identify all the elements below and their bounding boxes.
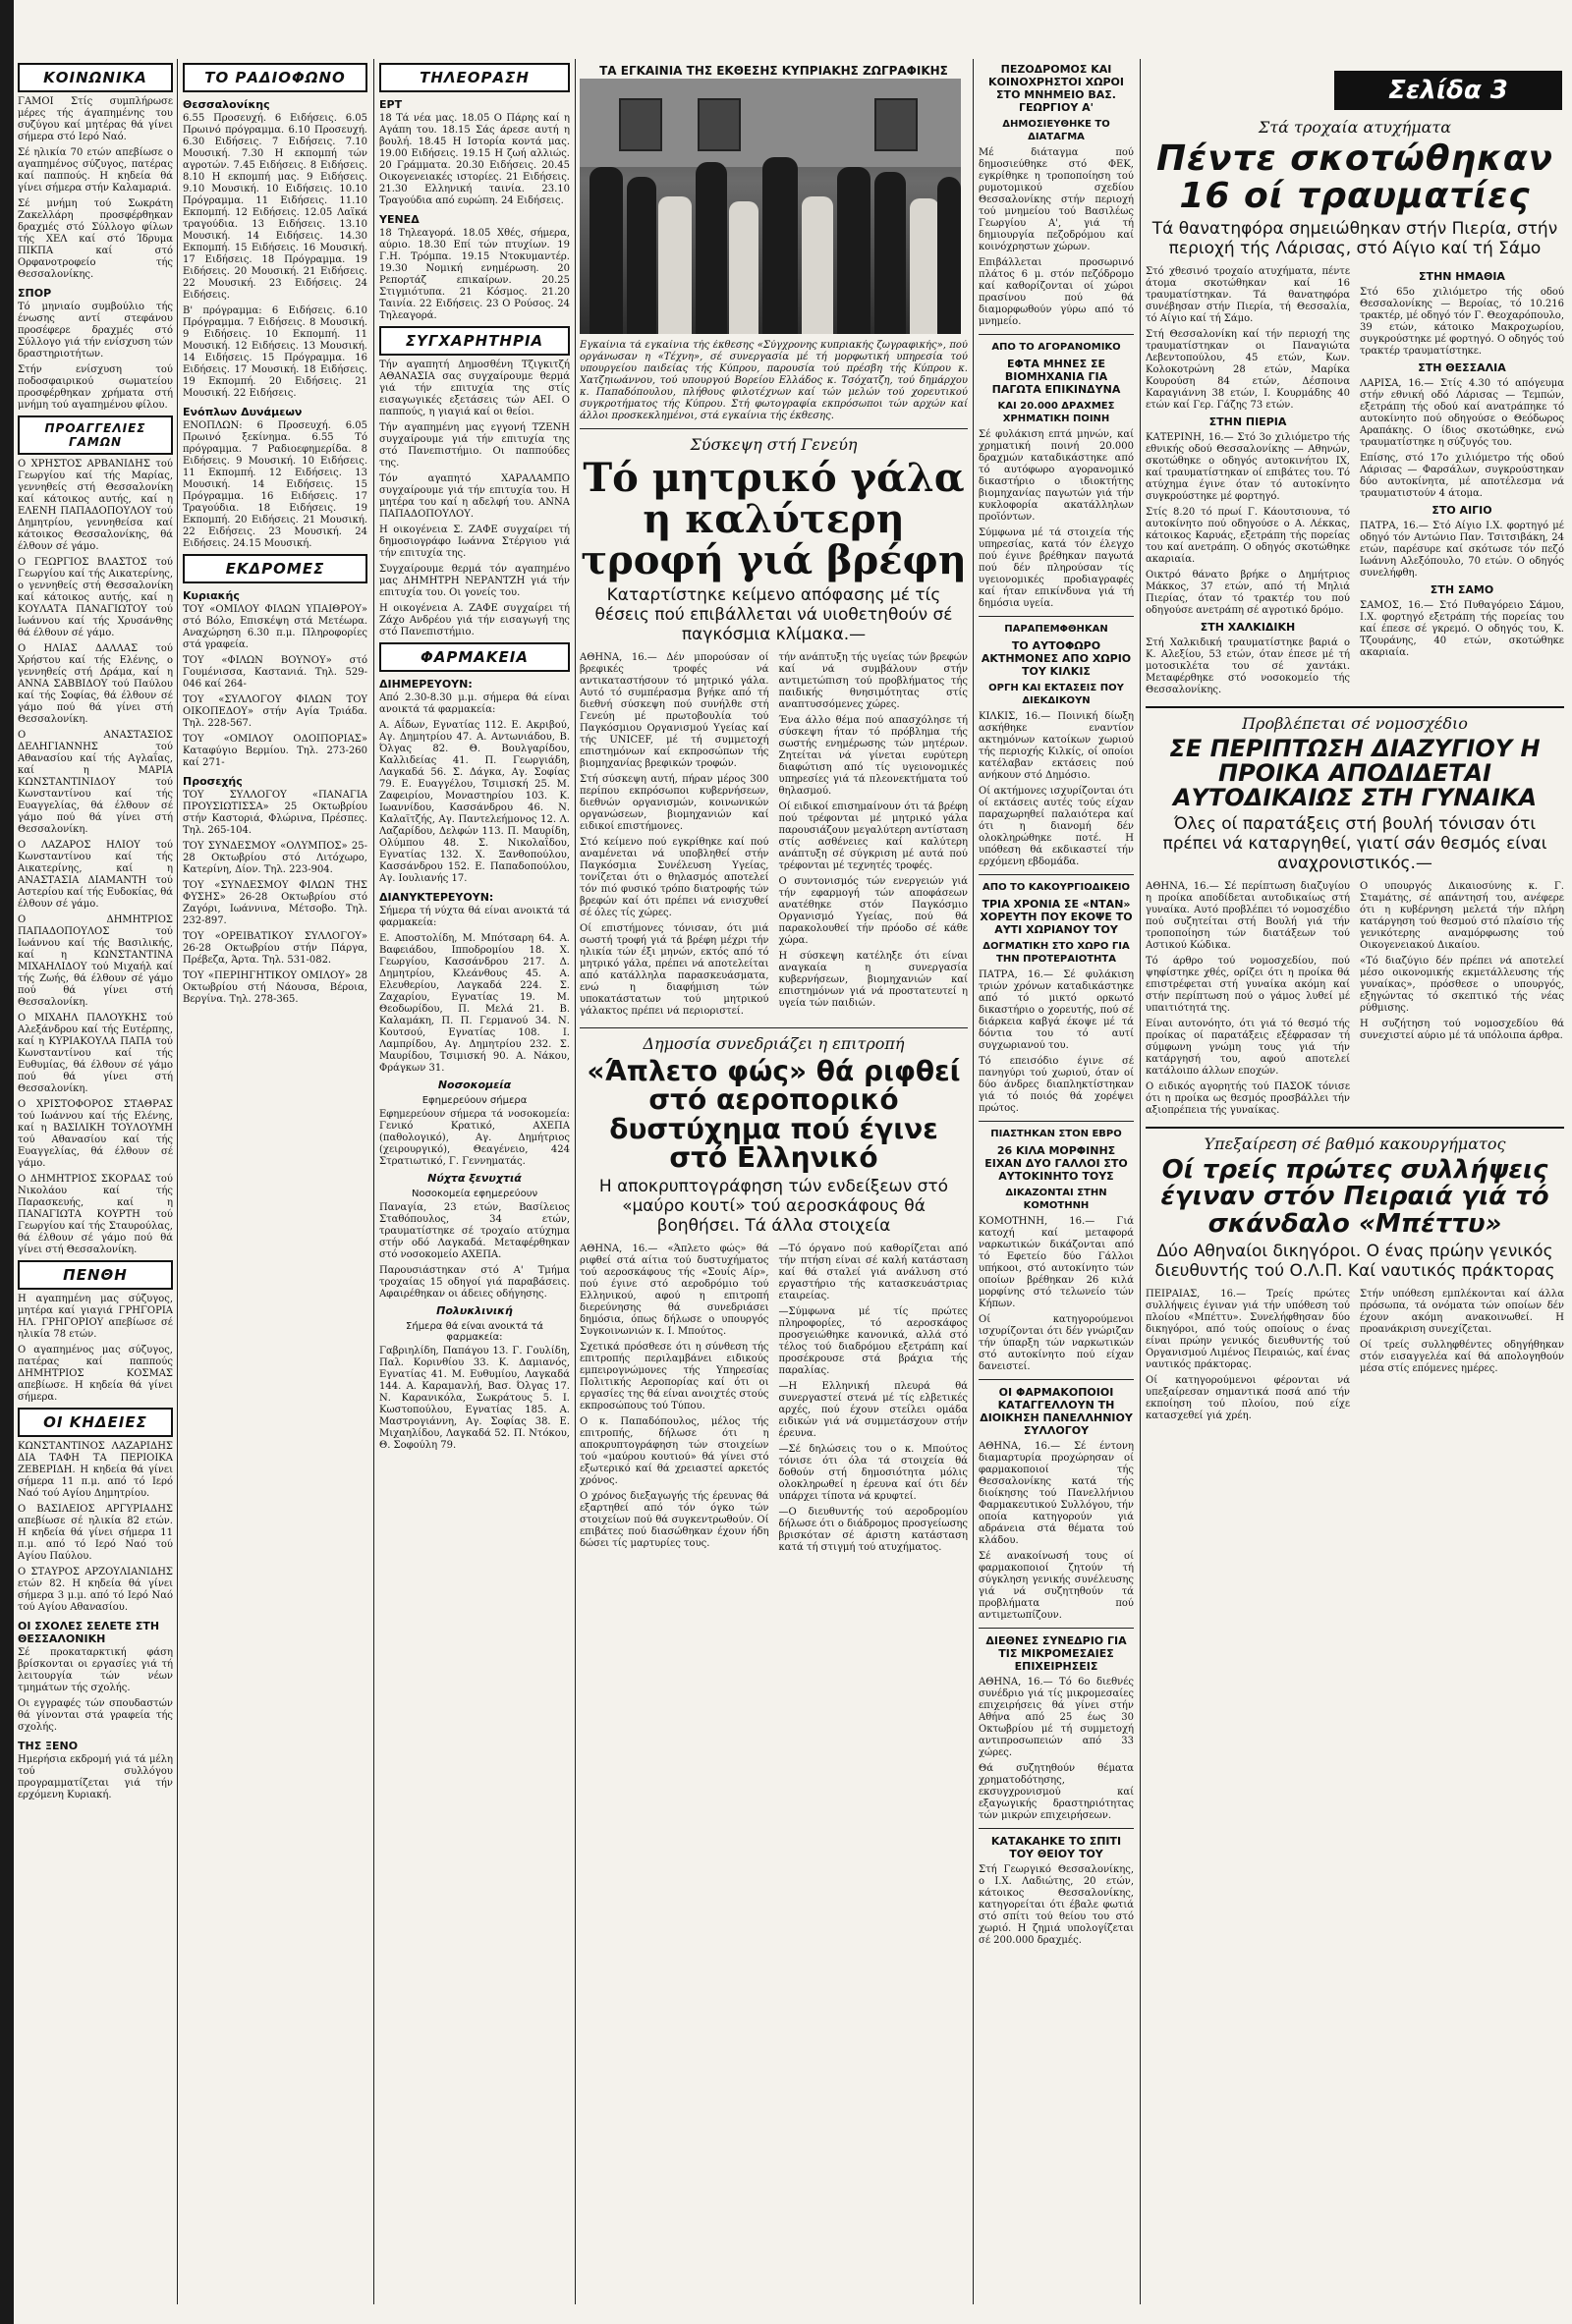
- paragraph: Οί ειδικοί επισημαίνουν ότι τά βρέφη πού τρέφονται μέ μητρικό γάλα παρουσιάζουν μεγαλύτερη αντίσταση στίς ασθένειες καί καλύτερη ανάπτυξη σέ σύγκριση μέ αυτά πού τρέφονται μέ τεχνητές τροφές.: [778, 802, 968, 871]
- paragraph: Από 2.30-8.30 μ.μ. σήμερα θά είναι ανοικτά τά φαρμακεία:: [379, 692, 570, 715]
- paragraph: Τό μηνιαίο συμβούλιο τής ένωσης αντί στεφάνου προσέφερε δραχμές στό Σύλλογο γιά τήν ενίσχυση τών δραστηριοτήτων.: [18, 302, 173, 360]
- article-headline-accidents: Πέντε σκοτώθηκαν 16 οί τραυματίες: [1155, 138, 1554, 216]
- subheading: ΟΡΓΗ ΚΑΙ ΕΚΤΑΣΕΙΣ ΠΟΥ ΔΙΕΚΔΙΚΟΥΝ: [988, 683, 1124, 706]
- paragraph: Οί ακτήμονες ισχυρίζονται ότι οί εκτάσεις αυτές τούς είχαν παραχωρηθεί παλαιότερα καί ότι η διανομή δέν ολοκληρώθηκε ποτέ. Η υπόθεση θά εκδικαστεί τήν ερχόμενη εβδομάδα.: [979, 786, 1134, 867]
- column-right: [1146, 114, 1564, 2314]
- page-number-label: Σελίδα 3: [1334, 71, 1562, 110]
- column-rule: [973, 59, 974, 2304]
- paragraph: Μέ διάταγμα πού δημοσιεύθηκε στό ΦΕΚ, εγκρίθηκε η τροποποίηση τού ρυμοτομικού σχεδίου Θεσσαλονίκης στήν περιοχή τού μνημείου τού Βασιλέως Γεωργίου Α', γιά τή δημιουργία πεζοδρόμου καί κοινόχρηστων χώρων.: [979, 147, 1134, 252]
- paragraph: 6.55 Προσευχή. 6 Ειδήσεις. 6.05 Πρωινό πρόγραμμα. 6.10 Προσευχή. 6.30 Ειδήσεις. 7 Ειδήσεις. 7.10 Μουσική. 7.30 Η εκπομπή τών αγροτών. 7.45 Ειδήσεις. 8 Ειδήσεις. 8.10 Η εκπομπή μας. 9 Ειδήσεις. 9.10 Μουσική. 10 Ειδήσεις. 10.10 Πρόγραμμα. 11 Ειδήσεις. 11.10 Εκπομπή. 12 Ειδήσεις. 12.05 Λαϊκά τραγούδια. 13 Ειδήσεις. 13.10 Μουσική. 14 Ειδήσεις. 14.30 Εκπομπή. 15 Ειδήσεις. 16 Μουσική. 17 Ειδήσεις. 18 Πρόγραμμα. 19 Ειδήσεις. 20 Μουσική. 21 Ειδήσεις. 22 Μουσική. 23 Ειδήσεις. 24 Ειδήσεις.: [183, 113, 367, 301]
- paragraph: Η συζήτηση τού νομοσχεδίου θά συνεχιστεί αύριο μέ τά υπόλοιπα άρθρα.: [1360, 1019, 1564, 1042]
- article-deck: Όλες οί παρατάξεις στή βουλή τόνισαν ότι πρέπει νά καταργηθεί, γιατί σάν θεσμός είναι αναχρονιστικός.—: [1162, 814, 1547, 874]
- paragraph: Γαβριηλίδη, Παπάγου 13. Γ. Γουλίδη, Παλ. Κορινθίου 33. Κ. Δαμιανός, Εγνατίας 41. Μ. Ευθυμίου, Λαγκαδά 144. Α. Καραμανλή, Βασ. Όλγας 17. Ν. Καρανικόλα, Σωκράτους 5. Ι. Κωστοπούλου, Εγνατίας 185. Α. Μαστρογιάννη, Αγ. Σοφίας 38. Ε. Μιχαηλίδου, Λαγκαδά 52. Π. Ντόκου, Θ. Σοφούλη 79.: [379, 1346, 570, 1451]
- paragraph: ΤΟΥ «ΣΥΝΔΕΣΜΟΥ ΦΙΛΩΝ ΤΗΣ ΦΥΣΗΣ» 26-28 Οκτωβρίου στό Ζαγόρι, Ιωάννινα, Μέτσοβο. Τηλ. 232-897.: [183, 880, 367, 926]
- paragraph: Οί κατηγορούμενοι φέρονται νά υπεξαίρεσαν σημαντικά ποσά από τήν εκποίηση τού πλοίου, πού είχε κατασχεθεί γιά χρέη.: [1146, 1375, 1350, 1422]
- subheading: Νύχτα ξενυχτιά: [427, 1172, 522, 1185]
- article-deck: Η αποκρυπτογράφηση τών ενδείξεων στό «μαύρο κουτί» τού αεροσκάφους θά βοηθήσει. Τά άλλα στοιχεία: [598, 1176, 949, 1236]
- subheading: Κυριακής: [183, 589, 240, 602]
- paragraph: Τόν αγαπητό ΧΑΡΑΛΑΜΠΟ συγχαίρουμε γιά τήν επιτυχία του. Η μητέρα του καί η αδελφή του. ΑΝΝΑ ΠΑΠΑΔΟΠΟΥΛΟΥ.: [379, 473, 570, 520]
- photo-headline: ΤΑ ΕΓΚΑΙΝΙΑ ΤΗΣ ΕΚΘΕΣΗΣ ΚΥΠΡΙΑΚΗΣ ΖΩΓΡΑΦΙΚΗΣ: [599, 64, 948, 78]
- paragraph: Ο ΔΗΜΗΤΡΙΟΣ ΠΑΠΑΔΟΠΟΥΛΟΣ τού Ιωάννου καί τής Βασιλικής, καί η ΚΩΝΣΤΑΝΤΙΝΑ ΜΙΧΑΗΛΙΔΟΥ τού Μιχαήλ καί τής Ζωής, θά έλθουν σέ γάμο πού θά γίνει στή Θεσσαλονίκη.: [18, 914, 173, 1008]
- paragraph: Τήν αγαπητή Δημοσθένη Τζιγκιτζή ΑΘΑΝΑΣΙΑ σας συγχαίρουμε θερμά γιά τήν επιτυχία της στίς εισαγωγικές εξετάσεις τών ΑΕΙ. Ο παππούς, η γιαγιά καί οι θείοι.: [379, 360, 570, 417]
- paragraph: —Η Ελληνική πλευρά θά συνεργαστεί στενά μέ τίς ελβετικές αρχές, πού έχουν στείλει ομάδα ειδικών γιά νά συμμετάσχουν στήν έρευνα.: [778, 1380, 968, 1439]
- paragraph: Οι εγγραφές τών σπουδαστών θά γίνονται στά γραφεία τής σχολής.: [18, 1698, 173, 1733]
- paragraph: 18 Τηλεαγορά. 18.05 Χθές, σήμερα, αύριο. 18.30 Επί τών πτυχίων. 19 Γ.Η. Τρόμπα. 19.15 Ντοκυμαντέρ. 19.30 Νομική ενημέρωση. 20 Ρεπορτάζ επικαίρων. 20.25 Στιγμιότυπα. 21 Κόσμος. 21.20 Ταινία. 22 Ειδήσεις. 23 Ο Ρούσος. 24 Τηλεαγορά.: [379, 228, 570, 321]
- subheading: ΕΦΤΑ ΜΗΝΕΣ ΣΕ ΒΙΟΜΗΧΑΝΙΑ ΓΙΑ ΠΑΓΩΤΑ ΕΠΙΚΙΝΔΥΝΑ: [991, 358, 1121, 396]
- section-heading-mourning: ΠΕΝΘΗ: [18, 1260, 173, 1290]
- paragraph: Οί τρείς συλληφθέντες οδηγήθηκαν στόν εισαγγελέα καί θά απολογηθούν μέσα στίς επόμενες ημέρες.: [1360, 1340, 1564, 1375]
- paragraph: Η σύσκεψη κατέληξε ότι είναι αναγκαία η συνεργασία κυβερνήσεων, βιομηχανιών καί επιστημόνων γιά νά προστατευτεί η υγεία τών παιδιών.: [778, 951, 968, 1009]
- paragraph: ΑΘΗΝΑ, 16.— Σέ περίπτωση διαζυγίου η προίκα αποδίδεται αυτοδικαίως στή γυναίκα. Αυτό προβλέπει τό νομοσχέδιο πού συζητείται στή Βουλή γιά τήν τροποποίηση τών διατάξεων τού Αστικού Κώδικα.: [1146, 881, 1350, 952]
- column-rule: [177, 59, 178, 2304]
- paragraph: —Τό όργανο πού καθορίζεται από τήν πτήση είναι σέ καλή κατάσταση καί θά σταλεί γιά ανάλυση στό εργαστήριο τής κατασκευάστριας εταιρείας.: [778, 1243, 968, 1301]
- paragraph: ΑΘΗΝΑ, 16.— Σέ έντονη διαμαρτυρία προχώρησαν οί φαρμακοποιοί τής Θεσσαλονίκης κατά τής διοίκησης τού Πανελλήνιου Φαρμακευτικού Συλλόγου, τήν οποία κατηγορούν γιά αδράνεια στά θέματα τού κλάδου.: [979, 1441, 1134, 1546]
- subheading: ΟΙ ΦΑΡΜΑΚΟΠΟΙΟΙ ΚΑΤΑΓΓΕΛΛΟΥΝ ΤΗ ΔΙΟΙΚΗΣΗ ΠΑΝΕΛΛΗΝΙΟΥ ΣΥΛΛΟΓΟΥ: [980, 1386, 1133, 1437]
- paragraph: Είναι αυτονόητο, ότι γιά τό θεσμό τής προίκας οί παρατάξεις εξέφρασαν τή σύμφωνη γνώμη τους γιά τήν κατάργησή του, αφού αποτελεί κατάλοιπο άλλων εποχών.: [1146, 1019, 1350, 1078]
- subheading: ΣΤΟ ΑΙΓΙΟ: [1432, 503, 1492, 517]
- article-headline-betty: Οί τρείς πρώτες συλλήψεις έγιναν στόν Πειραιά γιά τό σκάνδαλο «Μπέττυ»: [1160, 1155, 1549, 1239]
- paragraph: ΕΝΟΠΛΩΝ: 6 Προσευχή. 6.05 Πρωινό ξεκίνημα. 6.55 Τό πρόγραμμα. 7 Ραδιοεφημερίδα. 8 Ειδήσεις. 9 Μουσική. 10 Ειδήσεις. 11 Εκπομπή. 12 Ειδήσεις. 13 Μουσική. 14 Ειδήσεις. 15 Πρόγραμμα. 16 Ειδήσεις. 17 Τραγούδια. 18 Ειδήσεις. 19 Εκπομπή. 20 Ειδήσεις. 21 Μουσική. 22 Ειδήσεις. 23 Μουσική. 24 Ειδήσεις. 24.15 Μουσική.: [183, 420, 367, 549]
- paragraph: Παναγία, 23 ετών, Βασίλειος Σταθόπουλος, 34 ετών, τραυματίστηκε σέ τροχαίο ατύχημα στήν οδό Λαγκαδά. Μεταφέρθηκαν στό νοσοκομείο ΑΧΕΠΑ.: [379, 1202, 570, 1260]
- paragraph: Ο ΑΝΑΣΤΑΣΙΟΣ ΔΕΛΗΓΙΑΝΝΗΣ τού Αθανασίου καί τής Αγλαΐας, καί η ΜΑΡΙΑ ΚΩΝΣΤΑΝΤΙΝΙΔΟΥ τού Κωνσταντίνου καί τής Ευαγγελίας, θά έλθουν σέ γάμο πού θά γίνει στή Θεσσαλονίκη.: [18, 730, 173, 835]
- paragraph: Ο ΧΡΗΣΤΟΣ ΑΡΒΑΝΙΔΗΣ τού Γεωργίου καί τής Μαρίας, γεννηθείς στή Θεσσαλονίκη καί κάτοικος αυτής, καί η ΕΛΕΝΗ ΠΑΠΑΔΟΠΟΥΛΟΥ τού Δημητρίου, γεννηθείσα καί κάτοικος Θεσσαλονίκης, θά έλθουν σέ γάμο.: [18, 459, 173, 552]
- column-center: [580, 340, 968, 2314]
- column-briefs: [979, 59, 1134, 2314]
- subheading: ΣΤΗ ΘΕΣΣΑΛΙΑ: [1418, 360, 1506, 374]
- paragraph: Τό άρθρο τού νομοσχεδίου, πού ψηφίστηκε χθές, ορίζει ότι η προίκα θά επιστρέφεται στή γυναίκα ακόμη καί στήν περίπτωση πού ο γάμος λυθεί μέ υπαιτιότητά της.: [1146, 956, 1350, 1015]
- paragraph: Ο ΔΗΜΗΤΡΙΟΣ ΣΚΟΡΔΑΣ τού Νικολάου καί τής Παρασκευής, καί η ΠΑΝΑΓΙΩΤΑ ΚΟΥΡΤΗ τού Γεωργίου καί τής Σταυρούλας, θά έλθουν σέ γάμο πού θά γίνει στή Θεσσαλονίκη.: [18, 1174, 173, 1255]
- paragraph: Ο ΣΤΑΥΡΟΣ ΑΡΖΟΥΛΙΑΝΙΔΗΣ ετών 82. Η κηδεία θά γίνει σήμερα 3 μ.μ. από τό Ιερό Ναό τού Αγίου Αθανασίου.: [18, 1567, 173, 1613]
- paragraph: Οί επιστήμονες τόνισαν, ότι μιά σωστή τροφή γιά τά βρέφη μέχρι τήν ηλικία τών έξι μηνών, εκτός από τό μητρικό γάλα, πρέπει νά αποτελείται από κατάλληλα παρασκευάσματα, ενώ η διαφήμιση τών υποκατάστατων τού μητρικού γάλακτος πρέπει νά περιοριστεί.: [580, 923, 769, 1017]
- binding-edge: [0, 0, 14, 2324]
- paragraph: Ο ΓΕΩΡΓΙΟΣ ΒΛΑΣΤΟΣ τού Γεωργίου καί τής Αικατερίνης, ο γεννηθείς στή Θεσσαλονίκη καί κάτοικος αυτής, καί η ΚΟΥΛΑΤΑ ΠΑΝΑΓΙΩΤΟΥ τού Ιωάννου καί τής Χρυσάνθης θά έλθουν σέ γάμο.: [18, 557, 173, 638]
- paragraph: ΚΙΛΚΙΣ, 16.— Ποινική δίωξη ασκήθηκε εναντίον ακτημόνων κατοίκων χωριού τής περιοχής Κιλκίς, οί οποίοι κατέλαβαν εκτάσεις πού ανήκουν στό Δημόσιο.: [979, 711, 1134, 781]
- subheading: ΔΗΜΟΣΙΕΥΘΗΚΕ ΤΟ ΔΙΑΤΑΓΜΑ: [1002, 119, 1110, 142]
- paragraph: ΤΟΥ «ΟΡΕΙΒΑΤΙΚΟΥ ΣΥΛΛΟΓΟΥ» 26-28 Οκτωβρίου στήν Πάργα, Πρέβεζα, Άρτα. Τηλ. 531-082.: [183, 931, 367, 966]
- paragraph: Σέ μνήμη τού Σωκράτη Ζακελλάρη προσφέρθηκαν δραχμές στό Σύλλογο φίλων τής ΧΕΛ καί στό Ίδρυμα ΠΙΚΠΑ καί στό Ορφανοτροφείο τής Θεσσαλονίκης.: [18, 198, 173, 280]
- article-kicker: Σύσκεψη στή Γενεύη: [690, 435, 858, 454]
- subheading: ΣΤΗ ΣΑΜΟ: [1430, 582, 1494, 596]
- subheading: ΑΠΟ ΤΟ ΑΓΟΡΑΝΟΜΙΚΟ: [991, 342, 1121, 353]
- paragraph: Η οικογένεια Σ. ΖΑΦΕ συγχαίρει τή δημοσιογράφο Ιωάννα Στέργιου γιά τήν επιτυχία της.: [379, 525, 570, 559]
- subheading: ΥΕΝΕΔ: [379, 213, 420, 226]
- paragraph: —Σέ δηλώσεις του ο κ. Μπούτος τόνισε ότι όλα τά στοιχεία θά δοθούν στή δημοσιότητα μόλις ολοκληρωθεί η έρευνα καί ότι δέν υπάρχει τίποτα νά κρυφτεί.: [778, 1443, 968, 1502]
- paragraph: Οικτρό θάνατο βρήκε ο Δημήτριος Μάκκος, 37 ετών, από τή Μηλιά Πιερίας, όταν τό τρακτέρ του πού οδηγούσε ανετράπη σέ αγροτικό δρόμο.: [1146, 569, 1350, 616]
- subheading: ΠΑΡΑΠΕΜΦΘΗΚΑΝ: [1004, 624, 1108, 635]
- subheading: 26 ΚΙΛΑ ΜΟΡΦΙΝΗΣ ΕΙΧΑΝ ΔΥΟ ΓΑΛΛΟΙ ΣΤΟ ΑΥΤΟΚΙΝΗΤΟ ΤΟΥΣ: [984, 1144, 1128, 1183]
- paragraph: ΚΑΤΕΡΙΝΗ, 16.— Στό 3ο χιλιόμετρο τής εθνικής οδού Θεσσαλονίκης — Αθηνών, σκοτώθηκε ο οδηγός αυτοκινήτου ΙΧ, καί τραυματίστηκαν οί επιβάτες του. Τό ατύχημα έγινε όταν τό αυτοκίνητο συγκρούστηκε μέ φορτηγό.: [1146, 431, 1350, 502]
- subheading: ΔΙΑΝΥΚΤΕΡΕΥΟΥΝ:: [379, 891, 494, 904]
- paragraph: Η οικογένεια Α. ΖΑΦΕ συγχαίρει τή Ζάχο Ανδρέου γιά τήν εισαγωγή της στό Πανεπιστήμιο.: [379, 603, 570, 637]
- subheading: Νοσοκομεία εφημερεύουν: [411, 1189, 538, 1199]
- section-heading-congratulations: ΣΥΓΧΑΡΗΤΗΡΙΑ: [379, 326, 570, 356]
- paragraph: ΑΘΗΝΑ, 16.— Δέν μπορούσαν οί βρεφικές τροφές νά αντικαταστήσουν τό μητρικό γάλα. Αυτό τό συμπέρασμα βγήκε από τή διεθνή σύσκεψη πού συνήλθε στή Γενεύη μέ πρωτοβουλία τού Παγκόσμιου Οργανισμού Υγείας καί τής UNICEF, μέ τή συμμετοχή επιστημόνων καί εκπροσώπων τής βιομηχανίας βρεφικών τροφών.: [580, 652, 769, 769]
- paragraph: ΤΟΥ «ΟΜΙΛΟΥ ΟΔΟΙΠΟΡΙΑΣ» Καταφύγιο Βερμίου. Τηλ. 273-260 καί 271-: [183, 734, 367, 768]
- paragraph: ΑΘΗΝΑ, 16.— Τό 6ο διεθνές συνέδριο γιά τίς μικρομεσαίες επιχειρήσεις θά γίνει στήν Αθήνα από 25 έως 30 Οκτωβρίου μέ τή συμμετοχή αντιπροσωπειών από 33 χώρες.: [979, 1677, 1134, 1758]
- paragraph: Στό κείμενο πού εγκρίθηκε καί πού αναμένεται νά υποβληθεί στήν Παγκόσμια Συνέλευση Υγείας, τονίζεται ότι ο θηλασμός αποτελεί τόν πιό φυσικό τρόπο διατροφής τών βρεφών καί ότι πρέπει νά ενισχυθεί σέ όλες τίς χώρες.: [580, 837, 769, 918]
- paragraph: ΣΑΜΟΣ, 16.— Στό Πυθαγόρειο Σάμου, Ι.Χ. φορτηγό εξετράπη τής πορείας του καί έπεσε σέ γκρεμό. Ο οδηγός του, Κ. Τζουράνης, 40 ετών, σκοτώθηκε ακαριαία.: [1360, 599, 1564, 658]
- paragraph: Συγχαίρουμε θερμά τόν αγαπημένο μας ΔΗΜΗΤΡΗ ΝΕΡΑΝΤΖΗ γιά τήν επιτυχία του. Οι γονείς του.: [379, 564, 570, 598]
- subheading: ΠΕΖΟΔΡΟΜΟΣ ΚΑΙ ΚΟΙΝΟΧΡΗΣΤΟΙ ΧΩΡΟΙ ΣΤΟ ΜΝΗΜΕΙΟ ΒΑΣ. ΓΕΩΡΓΙΟΥ Α': [988, 63, 1124, 114]
- paragraph: Α. Αΐδων, Εγνατίας 112. Ε. Ακριβού, Αγ. Δημητρίου 47. Α. Αντωνιάδου, Β. Όλγας 82. Θ. Βουλγαρίδου, Καλλιδείας 41. Π. Γεωργιάδη, Λαγκαδά 56. Σ. Δάγκα, Αγ. Σοφίας 79. Ε. Ευαγγέλου, Τσιμισκή 25. Μ. Ζαφειρίου, Μοναστηρίου 103. Κ. Ιωαννίδου, Κασσάνδρου 46. Ν. Καλαϊτζής, Αγ. Παντελεήμονος 12. Λ. Λαζαρίδου, Δελφών 113. Π. Μαυρίδη, Ολύμπου 48. Σ. Νικολαΐδου, Εγνατίας 132. Χ. Ξανθοπούλου, Κασσάνδρου 152. Ε. Παπαδοπούλου, Αγ. Ιουλιανής 17.: [379, 720, 570, 884]
- paragraph: Ο αγαπημένος μας σύζυγος, πατέρας καί παππούς ΔΗΜΗΤΡΙΟΣ ΚΟΣΜΑΣ απεβίωσε. Η κηδεία θά γίνει σήμερα.: [18, 1345, 173, 1403]
- paragraph: ΠΑΤΡΑ, 16.— Στό Αίγιο Ι.Χ. φορτηγό μέ οδηγό τόν Αντώνιο Παν. Τσιτσιβάκη, 24 ετών, παρέσυρε καί σκότωσε τόν πεζό Ιωάννη Αλεξόπουλο, 70 ετών. Ο οδηγός συνελήφθη.: [1360, 520, 1564, 579]
- subheading: Θεσσαλονίκης: [183, 98, 270, 111]
- subheading: ΔΙΗΜΕΡΕΥΟΥΝ:: [379, 678, 473, 691]
- paragraph: Σύμφωνα μέ τά στοιχεία τής υπηρεσίας, κατά τόν έλεγχο πού έγινε βρέθηκαν παγωτά πού δέν πληρούσαν τίς υγειονομικές προδιαγραφές καί ήταν επικίνδυνα γιά τή δημόσια υγεία.: [979, 527, 1134, 609]
- article-headline-dowry: ΣΕ ΠΕΡΙΠΤΩΣΗ ΔΙΑΖΥΓΙΟΥ Η ΠΡΟΙΚΑ ΑΠΟΔΙΔΕΤΑΙ ΑΥΤΟΔΙΚΑΙΩΣ ΣΤΗ ΓΥΝΑΙΚΑ: [1169, 734, 1541, 811]
- subheading: ΔΙΚΑΖΟΝΤΑΙ ΣΤΗΝ ΚΟΜΟΤΗΝΗ: [1005, 1188, 1107, 1211]
- paragraph: ΑΘΗΝΑ, 16.— «Άπλετο φώς» θά ριφθεί στά αίτια τού δυστυχήματος τού αεροσκάφους τής «Σουίς Αίρ», πού έγινε στό αεροδρόμιο τού Ελληνικού, αφού η επιτροπή διερεύνησης θά συνεδριάσει δημόσια, όπως δήλωσε ο υπουργός Συγκοινωνιών κ. Ι. Μπούτος.: [580, 1243, 769, 1337]
- column-social: [18, 59, 173, 2314]
- paragraph: Σέ προκαταρκτική φάση βρίσκονται οι εργασίες γιά τή λειτουργία τών νέων τμημάτων τής σχολής.: [18, 1647, 173, 1693]
- paragraph: ΤΟΥ «ΟΜΙΛΟΥ ΦΙΛΩΝ ΥΠΑΙΘΡΟΥ» στό Βόλο, Επισκέψη στά Μετέωρα. Αναχώρηση 6.30 π.μ. Πληροφορίες στά γραφεία.: [183, 604, 367, 650]
- paragraph: Ημερήσια εκδρομή γιά τά μέλη τού συλλόγου προγραμματίζεται γιά τήν ερχόμενη Κυριακή.: [18, 1754, 173, 1800]
- subheading: ΠΙΑΣΤΗΚΑΝ ΣΤΟΝ ΕΒΡΟ: [990, 1129, 1122, 1139]
- paragraph: Ε. Αποστολίδη, Μ. Μπότσαρη 64. Α. Βαφειάδου, Ιπποδρομίου 18. Χ. Γεωργίου, Κασσάνδρου 217. Δ. Δημητρίου, Κλεάνθους 45. Α. Ελευθερίου, Λαγκαδά 224. Σ. Ζαχαρίου, Εγνατίας 19. Μ. Θεοδωρίδου, Π. Μελά 21. Β. Καλαμάκη, Π. Π. Γερμανού 34. Ν. Κουτσού, Εγνατίας 108. Ι. Λαμπρίδου, Αγ. Δημητρίου 232. Σ. Μαυρίδου, Τσιμισκή 90. Α. Νάκου, Φράγκων 31.: [379, 933, 570, 1074]
- photo-caption: Εγκαίνια τά εγκαίνια τής έκθεσης «Σύγχρονης κυπριακής ζωγραφικής», πού οργάνωσαν η «Τέχνη», σέ συνεργασία μέ τή μορφωτική υπηρεσία τού υπουργείου παιδείας τής Κύπρου, παρουσία τού πρέσβη τής Κύπρου κ. Χατζηιωάννου, τού υπουργού Βορείου Ελλάδος κ. Τσόχατζη, τού δημάρχου κ. Παπαδόπουλου, πλήθους φιλοτέχνων καί τών μελών τού χορευτικού συγκροτήματος τής Κύπρου. Στή φωτογραφία εκπρόσωποι τών αρχών καί άλλοι προσκεκλημένοι, στά εγκαίνια τής έκθεσης.: [580, 340, 968, 421]
- paragraph: Στή Θεσσαλονίκη καί τήν περιοχή της τραυματίστηκαν οι Παναγιώτα Λεβεντοπούλου, 45 ετών, Κων. Κολοκοτρώνη 28 ετών, Μαρίκα Κουρούση 84 ετών, Δέσποινα Καραγιάννη 38 ετών, Ι. Κουρμάδης 40 ετών καί Γερ. Γάζης 73 ετών.: [1146, 328, 1350, 411]
- section-heading-pharmacies: ΦΑΡΜΑΚΕΙΑ: [379, 642, 570, 672]
- paragraph: ΛΑΡΙΣΑ, 16.— Στίς 4.30 τό απόγευμα στήν εθνική οδό Λάρισας — Τεμπών, εξετράπη τής οδού καί ανατράπηκε τό αυτοκίνητο πού οδηγούσε ο Θεόδωρος Αραπάκης. Ο ίδιος σκοτώθηκε, ενώ τραυματίστηκε η σύζυγός του.: [1360, 377, 1564, 448]
- subheading: Προσεχής: [183, 775, 243, 788]
- paragraph: Ο χρόνος διεξαγωγής τής έρευνας θά εξαρτηθεί από τόν όγκο τών στοιχείων πού θά συγκεντρωθούν. Οί επιβάτες πού διασώθηκαν έχουν ήδη δώσει τίς μαρτυρίες τους.: [580, 1490, 769, 1549]
- paragraph: Στήν υπόθεση εμπλέκονται καί άλλα πρόσωπα, τά ονόματα τών οποίων δέν έχουν ακόμη ανακοινωθεί. Η προανάκριση συνεχίζεται.: [1360, 1289, 1564, 1336]
- paragraph: Ο υπουργός Δικαιοσύνης κ. Γ. Σταμάτης, σέ απάντησή του, ανέφερε ότι η κυβέρνηση μελετά τήν πλήρη κατάργηση τού θεσμού στό πλαίσιο τής γενικότερης αναμόρφωσης τού Οικογενειακού Δικαίου.: [1360, 881, 1564, 952]
- article-kicker: Στά τροχαία ατυχήματα: [1258, 118, 1452, 137]
- paragraph: Σήμερα τή νύχτα θά είναι ανοικτά τά φαρμακεία:: [379, 906, 570, 928]
- paragraph: Ο ΧΡΙΣΤΟΦΟΡΟΣ ΣΤΑΘΡΑΣ τού Ιωάννου καί τής Ελένης, καί η ΒΑΣΙΛΙΚΗ ΤΟΥΛΟΥΜΗ τού Αθανασίου καί τής Ευαγγελίας, θά έλθουν σέ γάμο.: [18, 1099, 173, 1169]
- section-heading-funerals: ΟΙ ΚΗΔΕΙΕΣ: [18, 1408, 173, 1437]
- section-heading-radio: ΤΟ ΡΑΔΙΟΦΩΝΟ: [183, 63, 367, 92]
- subheading: ΣΠΟΡ: [18, 287, 52, 300]
- article-deck: Τά θανατηφόρα σημειώθηκαν στήν Πιερία, στήν περιοχή τής Λάρισας, στό Αίγιο καί τή Σάμο: [1151, 218, 1558, 258]
- paragraph: Εφημερεύουν σήμερα τά νοσοκομεία: Γενικό Κρατικό, ΑΧΕΠΑ (παθολογικό), Αγ. Δημήτριος (χειρουργικό), Θεαγένειο, 424 Στρατιωτικό, Γ. Γεννηματάς.: [379, 1109, 570, 1167]
- subheading: ΔΟΓΜΑΤΙΚΗ ΣΤΟ ΧΩΡΟ ΓΙΑ ΤΗΝ ΠΡΟΤΕΡΑΙΟΤΗΤΑ: [982, 941, 1130, 965]
- paragraph: Σχετικά πρόσθεσε ότι η σύνθεση τής επιτροπής περιλαμβάνει ειδικούς εμπειρογνώμονες τής Υπηρεσίας Πολιτικής Αεροπορίας καί ότι οι εργασίες της θά είναι ανοιχτές στούς εκπροσώπους τού Τύπου.: [580, 1341, 769, 1411]
- column-rule: [575, 59, 576, 2304]
- paragraph: 18 Τά νέα μας. 18.05 Ο Πάρης καί η Αγάπη του. 18.15 Σάς άρεσε αυτή η βουλή. 18.45 Η Ιστορία κοντά μας. 19.00 Ειδήσεις. 19.15 Η ζωή αλλιώς. 20 Γράμματα. 20.30 Ειδήσεις. 20.45 Οικογενειακές ιστορίες. 21 Ειδήσεις. 21.30 Ελληνική ταινία. 23.10 Τραγούδια από ευρώπη. 24 Ειδήσεις.: [379, 113, 570, 206]
- paragraph: ΚΩΝΣΤΑΝΤΙΝΟΣ ΛΑΖΑΡΙΔΗΣ ΔΙΑ ΤΑΦΗ ΤΑ ΠΕΡΙΟΙΚΑ ΖΕΒΕΡΙΔΗ. Η κηδεία θά γίνει σήμερα 11 π.μ. από τό Ιερό Ναό τού Αγίου Δημητρίου.: [18, 1441, 173, 1499]
- paragraph: Θά συζητηθούν θέματα χρηματοδότησης, εκσυγχρονισμού καί εξαγωγικής δραστηριότητας τών μικρών επιχειρήσεων.: [979, 1763, 1134, 1821]
- paragraph: Ο ειδικός αγορητής τού ΠΑΣΟΚ τόνισε ότι η προίκα ως θεσμός προσβάλλει τήν αξιοπρέπεια τής γυναίκας.: [1146, 1081, 1350, 1117]
- section-heading-weddings: ΠΡΟΑΓΓΕΛΙΕΣ ΓΑΜΩΝ: [18, 415, 173, 455]
- article-kicker: Υπεξαίρεση σέ βαθμό κακουργήματος: [1204, 1134, 1506, 1154]
- subheading: ΔΙΕΘΝΕΣ ΣΥΝΕΔΡΙΟ ΓΙΑ ΤΙΣ ΜΙΚΡΟΜΕΣΑΙΕΣ ΕΠΙΧΕΙΡΗΣΕΙΣ: [985, 1634, 1127, 1673]
- paragraph: τήν ανάπτυξη τής υγείας τών βρεφών καί νά συμβάλουν στήν αντιμετώπιση τού προβλήματος τής παιδικής θνησιμότητας στίς αναπτυσσόμενες χώρες.: [778, 652, 968, 710]
- article-headline-air-crash: «Άπλετο φώς» θά ριφθεί στό αεροπορικό δυστύχημα πού έγινε στό Ελληνικό: [587, 1055, 961, 1175]
- column-rule: [373, 59, 374, 2304]
- paragraph: ΤΟΥ ΣΥΝΔΕΣΜΟΥ «ΟΛΥΜΠΟΣ» 25-28 Οκτωβρίου στό Λιτόχωρο, Κατερίνη, Δίον. Τηλ. 223-904.: [183, 841, 367, 875]
- section-heading-social: ΚΟΙΝΩΝΙΚΑ: [18, 63, 173, 92]
- subheading: ΣΤΗΝ ΗΜΑΘΙΑ: [1419, 269, 1505, 283]
- subheading: ΚΑΙ 20.000 ΔΡΑΧΜΕΣ ΧΡΗΜΑΤΙΚΗ ΠΟΙΝΗ: [997, 401, 1115, 424]
- paragraph: ΤΟΥ ΣΥΛΛΟΓΟΥ «ΠΑΝΑΓΙΑ ΠΡΟΥΣΙΩΤΙΣΣΑ» 25 Οκτωβρίου στήν Καστοριά, Φλώρινα, Πρέσπες. Τηλ. 265-104.: [183, 790, 367, 836]
- subheading: ΤΡΙΑ ΧΡΟΝΙΑ ΣΕ «ΝΤΑΝ» ΧΟΡΕΥΤΗ ΠΟΥ ΕΚΟΨΕ ΤΟ ΑΥΤΙ ΧΩΡΙΑΝΟΥ ΤΟΥ: [980, 898, 1133, 936]
- exhibition-photo: [580, 79, 961, 334]
- subheading: ΚΑΤΑΚΑΗΚΕ ΤΟ ΣΠΙΤΙ ΤΟΥ ΘΕΙΟΥ ΤΟΥ: [990, 1835, 1122, 1860]
- subheading: ΕΡΤ: [379, 98, 403, 111]
- subheading: Εφημερεύουν σήμερα: [421, 1095, 528, 1106]
- paragraph: Η αγαπημένη μας σύζυγος, μητέρα καί γιαγιά ΓΡΗΓΟΡΙΑ ΗΛ. ΓΡΗΓΟΡΙΟΥ απεβίωσε σέ ηλικία 78 ετών.: [18, 1294, 173, 1340]
- paragraph: Επιβάλλεται προσωρινό πλάτος 6 μ. στόν πεζόδρομο καί καθορίζονται οί χώροι πρασίνου πού θά διαμορφωθούν γύρω από τό μνημείο.: [979, 257, 1134, 327]
- paragraph: Σέ φυλάκιση επτά μηνών, καί χρηματική ποινή 20.000 δραχμών καταδικάστηκε από τό αυτόφωρο αγορανομικό δικαστήριο ο ιδιοκτήτης βιομηχανίας παγωτών γιά τήν κυκλοφορία ακατάλληλων προϊόντων.: [979, 429, 1134, 523]
- paragraph: —Ο διευθυντής τού αεροδρομίου δήλωσε ότι ο διάδρομος προσγείωσης βρισκόταν σέ άριστη κατάσταση κατά τή στιγμή τού ατυχήματος.: [778, 1506, 968, 1553]
- paragraph: Ένα άλλο θέμα πού απασχόλησε τή σύσκεψη ήταν τό πρόβλημα τής σωστής ενημέρωσης τών μητέρων. Ζητείται νά γίνεται ευρύτερη διαφώτιση από τίς υγειονομικές υπηρεσίες γιά τά πλεονεκτήματα τού θηλασμού.: [778, 715, 968, 797]
- subheading: Πολυκλινική: [436, 1304, 513, 1317]
- paragraph: Ο συντονισμός τών ενεργειών γιά τήν εφαρμογή τών αποφάσεων ανατέθηκε στόν Παγκόσμιο Οργανισμό Υγείας, πού θά παρακολουθεί τήν πρόοδο σέ κάθε χώρα.: [778, 876, 968, 946]
- paragraph: Στή Χαλκιδική τραυματίστηκε βαριά ο Κ. Αλεξίου, 53 ετών, όταν έπεσε μέ τή μοτοσικλέτα του σέ χαντάκι. Μεταφέρθηκε στό νοσοκομείο τής Θεσσαλονίκης.: [1146, 636, 1350, 695]
- article-deck: Δύο Αθηναίοι δικηγόροι. Ο ένας πρώην γενικός διευθυντής τού Ο.Λ.Π. Καί ναυτικός πράκτορας: [1154, 1242, 1555, 1282]
- paragraph: ΤΟΥ «ΠΕΡΙΗΓΗΤΙΚΟΥ ΟΜΙΛΟΥ» 28 Οκτωβρίου στή Νάουσα, Βέροια, Βεργίνα. Τηλ. 278-365.: [183, 970, 367, 1005]
- paragraph: Παρουσιάστηκαν στό Α' Τμήμα τροχαίας 15 οδηγοί γιά παραβάσεις. Αφαιρέθηκαν οι άδειες οδήγησης.: [379, 1265, 570, 1300]
- paragraph: Οί κατηγορούμενοι ισχυρίζονται ότι δέν γνώριζαν τήν ύπαρξη τών ναρκωτικών στό αυτοκίνητο πού είχαν δανειστεί.: [979, 1314, 1134, 1372]
- paragraph: Τήν αγαπημένη μας εγγονή ΤΖΕΝΗ συγχαίρουμε γιά τήν επιτυχία της στό Πανεπιστήμιο. Οι παππούδες της.: [379, 422, 570, 469]
- paragraph: Στό 65ο χιλιόμετρο τής οδού Θεσσαλονίκης — Βεροίας, τό 10.216 τρακτέρ, μέ οδηγό τόν Γ. Θεοχαρόπουλο, 39 ετών, κάτοικο Μακροχωρίου, συγκρούστηκε μέ φορτηγό. Ο οδηγός τού τρακτέρ τραυματίστηκε.: [1360, 286, 1564, 357]
- column-tv: [379, 59, 570, 2314]
- paragraph: ΤΟΥ «ΦΙΛΩΝ ΒΟΥΝΟΥ» στό Γουμένισσα, Καστανιά. Τηλ. 529-046 καί 264-: [183, 655, 367, 690]
- paragraph: Ο ΜΙΧΑΗΛ ΠΑΛΟΥΚΗΣ τού Αλεξάνδρου καί τής Ευτέρπης, καί η ΚΥΡΙΑΚΟΥΛΑ ΠΑΠΑ τού Κωνσταντίνου καί τής Ευθυμίας, θά έλθουν σέ γάμο πού θά γίνει στή Θεσσαλονίκη.: [18, 1013, 173, 1094]
- paragraph: Στό χθεσινό τροχαίο ατυχήματα, πέντε άτομα σκοτώθηκαν καί 16 τραυματίστηκαν. Τά θανατηφόρα συνέβησαν στήν Πιερία, τή Θεσσαλία, τό Αίγιο καί τή Σάμο.: [1146, 265, 1350, 324]
- paragraph: Στήν ενίσχυση τού ποδοσφαιρικού σωματείου προσφέρθηκαν χρήματα στή μνήμη τού αγαπημένου φίλου.: [18, 364, 173, 411]
- paragraph: ΚΟΜΟΤΗΝΗ, 16.— Γιά κατοχή καί μεταφορά ναρκωτικών δικάζονται από τό Εφετείο δύο Γάλλοι υπήκοοι, στό αυτοκίνητο τών οποίων βρέθηκαν 26 κιλά μορφίνης στό τελωνείο τών Κήπων.: [979, 1216, 1134, 1309]
- paragraph: Σέ ανακοίνωσή τους οί φαρμακοποιοί ζητούν τή σύγκληση γενικής συνέλευσης γιά νά συζητηθούν τά προβλήματα πού αντιμετωπίζουν.: [979, 1551, 1134, 1621]
- paragraph: Β' πρόγραμμα: 6 Ειδήσεις. 6.10 Πρόγραμμα. 7 Ειδήσεις. 8 Μουσική. 9 Ειδήσεις. 10 Εκπομπή. 11 Μουσική. 12 Ειδήσεις. 13 Μουσική. 14 Ειδήσεις. 15 Πρόγραμμα. 16 Ειδήσεις. 17 Μουσική. 18 Ειδήσεις. 19 Εκπομπή. 20 Ειδήσεις. 21 Μουσική. 22 Ειδήσεις.: [183, 305, 367, 399]
- paragraph: ΠΑΤΡΑ, 16.— Σέ φυλάκιση τριών χρόνων καταδικάστηκε από τό μικτό ορκωτό δικαστήριο ο χορευτής, πού σέ διάρκεια καβγά έκοψε μέ τά δόντια του τό αυτί συγχωριανού του.: [979, 969, 1134, 1051]
- article-headline-milk: Τό μητρικό γάλα η καλύτερη τροφή γιά βρέφη: [581, 455, 967, 583]
- paragraph: Ο ΛΑΖΑΡΟΣ ΗΛΙΟΥ τού Κωνσταντίνου καί τής Αικατερίνης, καί η ΑΝΑΣΤΑΣΙΑ ΔΙΑΜΑΝΤΗ τού Αστερίου καί τής Ευδοκίας, θά έλθουν σέ γάμο.: [18, 840, 173, 910]
- column-radio: [183, 59, 367, 2314]
- subheading: ΤΟ ΑΥΤΟΦΩΡΟ ΑΚΤΗΜΟΝΕΣ ΑΠΟ ΧΩΡΙΟ ΤΟΥ ΚΙΛΚΙΣ: [981, 639, 1132, 678]
- paragraph: Στίς 8.20 τό πρωί Γ. Κάουτσιουνα, τό αυτοκίνητο πού οδηγούσε ο Α. Λέκκας, κάτοικος Καρυάς, εξετράπη τής πορείας του καί ανετράπη. Ο οδηγός σκοτώθηκε ακαριαία.: [1146, 506, 1350, 565]
- section-heading-excursions: ΕΚΔΡΟΜΕΣ: [183, 554, 367, 583]
- subheading: ΣΤΗ ΧΑΛΚΙΔΙΚΗ: [1200, 620, 1296, 634]
- paragraph: —Σύμφωνα μέ τίς πρώτες πληροφορίες, τό αεροσκάφος προσγειώθηκε κανονικά, αλλά στό τέλος τού διαδρόμου εξετράπη καί προσέκρουσε στά βράχια τής παραλίας.: [778, 1305, 968, 1376]
- subheading: Σήμερα θά είναι ανοικτά τά φαρμακεία:: [406, 1321, 543, 1343]
- paragraph: Στή Γεωργικό Θεσσαλονίκης, ο Ι.Χ. Λαδιώτης, 20 ετών, κάτοικος Θεσσαλονίκης, κατηγορείται ότι έβαλε φωτιά στό σπίτι τού θείου του στό χωριό. Η ζημιά υπολογίζεται σέ 200.000 δραχμές.: [979, 1864, 1134, 1946]
- paragraph: ΤΟΥ «ΣΥΛΛΟΓΟΥ ΦΙΛΩΝ ΤΟΥ ΟΙΚΟΠΕΔΟΥ» στήν Αγία Τριάδα. Τηλ. 228-567.: [183, 694, 367, 729]
- paragraph: Τό επεισόδιο έγινε σέ πανηγύρι τού χωριού, όταν οί δύο άνδρες διαπληκτίστηκαν γιά τό ποιός θά χορέψει πρώτος.: [979, 1056, 1134, 1114]
- article-deck: Καταρτίστηκε κείμενο απόφασης μέ τίς θέσεις πού επιβάλλεται νά υιοθετηθούν σέ παγκόσμια κλίμακα.—: [594, 585, 953, 644]
- paragraph: Σέ ηλικία 70 ετών απεβίωσε ο αγαπημένος σύζυγος, πατέρας καί παππούς. Η κηδεία θά γίνει σήμερα στήν Καλαμαριά.: [18, 147, 173, 194]
- subheading: ΤΗΣ ΞΕΝΟ: [18, 1740, 79, 1752]
- subheading: ΟΙ ΣΧΟΛΕΣ ΣΕΛΕΤΕ ΣΤΗ ΘΕΣΣΑΛΟΝΙΚΗ: [18, 1620, 160, 1645]
- paragraph: Ο ΒΑΣΙΛΕΙΟΣ ΑΡΓΥΡΙΑΔΗΣ απεβίωσε σέ ηλικία 82 ετών. Η κηδεία θά γίνει σήμερα 11 π.μ. από τό Ιερό Ναό τού Αγίου Παύλου.: [18, 1504, 173, 1562]
- subheading: Ενόπλων Δυνάμεων: [183, 406, 303, 418]
- subheading: ΣΤΗΝ ΠΙΕΡΙΑ: [1208, 415, 1287, 428]
- paragraph: Επίσης, στό 17ο χιλιόμετρο τής οδού Λάρισας — Φαρσάλων, συγκρούστηκαν δύο αυτοκίνητα, μέ αποτέλεσμα νά τραυματιστούν 4 άτομα.: [1360, 452, 1564, 499]
- paragraph: ΠΕΙΡΑΙΑΣ, 16.— Τρείς πρώτες συλλήψεις έγιναν γιά τήν υπόθεση τού πλοίου «Μπέττυ». Συνελήφθησαν δύο δικηγόροι, από τούς οποίους ο ένας είναι πρώην γενικός διευθυντής τού Οργανισμού Λιμένος Πειραιώς, καί ένας ναυτικός πράκτορας.: [1146, 1289, 1350, 1371]
- column-rule: [1140, 59, 1141, 2304]
- paragraph: Στή σύσκεψη αυτή, πήραν μέρος 300 περίπου εκπρόσωποι κυβερνήσεων, διεθνών οργανισμών, κοινωνικών οργανώσεων, βιομηχανιών καί ειδικοί επιστήμονες.: [580, 774, 769, 832]
- section-heading-tv: ΤΗΛΕΟΡΑΣΗ: [379, 63, 570, 92]
- paragraph: ΓΑΜΟΙ Στίς συμπλήρωσε μέρες τής άγαπημένης του συζύγου καί μητέρας θά γίνει σήμερα στό Ιερό Ναό.: [18, 96, 173, 142]
- paragraph: «Τό διαζύγιο δέν πρέπει νά αποτελεί μέσο οικονομικής εκμετάλλευσης τής γυναίκας», πρόσθεσε ο υπουργός, εξηγώντας τό σκεπτικό τής νέας ρύθμισης.: [1360, 956, 1564, 1015]
- article-kicker: Δημοσία συνεδριάζει η επιτροπή: [643, 1034, 905, 1053]
- paragraph: Ο κ. Παπαδόπουλος, μέλος τής επιτροπής, δήλωσε ότι η αποκρυπτογράφηση τών στοιχείων τού «μαύρου κουτιού» θά γίνει στό εξωτερικό καί θά χρειαστεί αρκετός χρόνος.: [580, 1415, 769, 1486]
- paragraph: Ο ΗΛΙΑΣ ΔΑΛΛΑΣ τού Χρήστου καί τής Ελένης, ο γεννηθείς στή Δράμα, καί η ΑΝΝΑ ΣΑΒΒΙΔΟΥ τού Παύλου καί τής Σοφίας, θά έλθουν σέ γάμο πού θά γίνει στή Θεσσαλονίκη.: [18, 643, 173, 725]
- article-kicker: Προβλέπεται σέ νομοσχέδιο: [1242, 713, 1468, 733]
- subheading: Νοσοκομεία: [437, 1079, 512, 1091]
- subheading: ΑΠΟ ΤΟ ΚΑΚΟΥΡΓΙΟΔΙΚΕΙΟ: [982, 882, 1131, 893]
